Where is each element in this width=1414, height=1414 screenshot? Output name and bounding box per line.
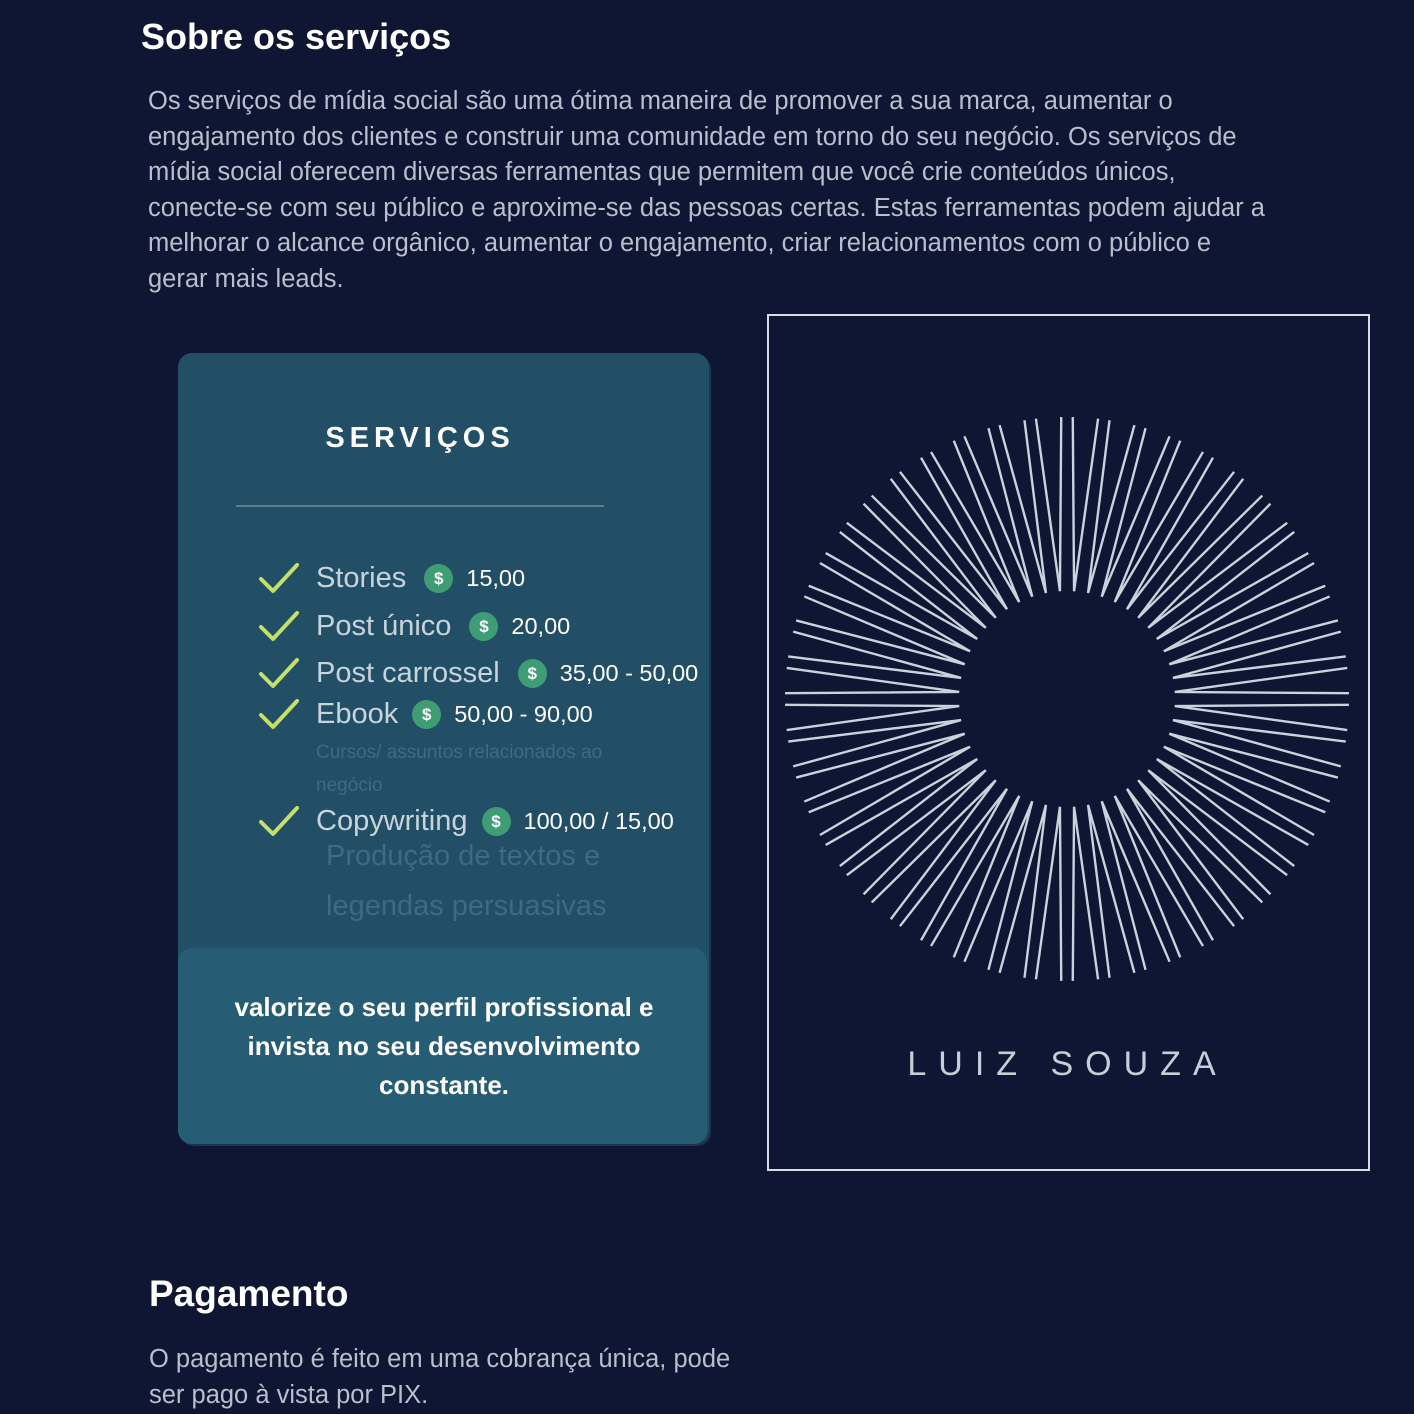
sunburst-ray — [1036, 417, 1061, 591]
dollar-coin-icon: $ — [412, 700, 441, 729]
sunburst-ray — [1175, 668, 1349, 693]
service-name: Ebook — [316, 697, 399, 730]
check-icon — [258, 609, 300, 643]
services-card-footer-text: valorize o seu perfil profissional e invista no seu desenvolvimento constante. — [234, 992, 654, 1100]
sunburst-ray — [1073, 417, 1098, 591]
sunburst-ray — [809, 747, 970, 835]
dollar-coin-icon: $ — [424, 564, 453, 593]
service-item-post-carrossel — [258, 653, 698, 693]
check-icon — [258, 656, 300, 690]
sunburst-ray — [964, 428, 1032, 597]
sunburst-icon — [767, 314, 1368, 1169]
service-price: 50,00 - 90,00 — [454, 700, 593, 727]
service-item-ebook — [258, 694, 593, 734]
sunburst-ray — [809, 563, 970, 651]
service-price: 15,00 — [466, 564, 526, 591]
sunburst-ray — [785, 705, 959, 730]
sunburst-ray — [1102, 428, 1170, 597]
about-title: Sobre os serviços — [141, 16, 452, 57]
sunburst-ray — [1115, 796, 1203, 957]
sunburst-ray — [1164, 563, 1325, 651]
service-name: Copywriting — [316, 804, 468, 837]
sunburst-ray — [1169, 734, 1338, 802]
service-price: 35,00 - 50,00 — [559, 659, 699, 686]
sunburst-ray — [1164, 747, 1325, 835]
service-item-stories — [258, 558, 525, 598]
services-divider — [236, 505, 604, 507]
service-name: Stories — [316, 561, 407, 594]
service-price: 100,00 / 15,00 — [523, 807, 674, 834]
service-note-ebook: Cursos/ assuntos relacionados ao negócio — [316, 742, 603, 796]
service-name: Post único — [316, 609, 452, 642]
service-name: Post carrossel — [316, 656, 500, 689]
sunburst-ray — [1169, 596, 1338, 664]
sunburst-ray — [1175, 705, 1349, 730]
sunburst-ray — [931, 796, 1019, 957]
service-price: 20,00 — [511, 612, 571, 639]
sunburst-ray — [785, 668, 959, 693]
sunburst-ray — [1073, 807, 1098, 981]
service-item-post-unico — [258, 606, 570, 646]
services-card-title: SERVIÇOS — [325, 422, 515, 454]
sunburst-ray — [796, 734, 965, 802]
about-text: Os serviços de mídia social são uma ótima maneira de promover a sua marca, aumentar o engajamento dos clientes e construir uma comunidade em torno do seu negócio. Os serviços de mídia social oferecem diversas ferramentas que permitem que você crie conteúdos únicos, conecte-se com seu público e aproxime-se das pessoas certas. Estas ferramentas podem ajudar a melhorar o alcance orgânico, aumentar o engajamento, criar relacionamentos com o público e gerar mais leads. — [148, 87, 1265, 293]
sunburst-ray — [1102, 801, 1170, 970]
dollar-coin-icon: $ — [469, 612, 498, 641]
check-icon — [258, 561, 300, 595]
payment-text: O pagamento é feito em uma cobrança única, pode ser pago à vista por PIX. — [149, 1345, 731, 1409]
check-icon — [258, 804, 300, 838]
dollar-coin-icon: $ — [518, 659, 547, 688]
sunburst-ray — [796, 596, 965, 664]
service-note-copywriting: Produção de textos e legendas persuasivas — [326, 840, 607, 922]
dollar-coin-icon: $ — [482, 807, 511, 836]
sunburst-ray — [964, 801, 1032, 970]
sunburst-ray — [1115, 441, 1203, 602]
sunburst-ray — [1036, 807, 1061, 981]
check-icon — [258, 697, 300, 731]
logo-name: LUIZ SOUZA — [907, 1045, 1228, 1083]
sunburst-ray — [931, 441, 1019, 602]
payment-title: Pagamento — [149, 1273, 349, 1314]
